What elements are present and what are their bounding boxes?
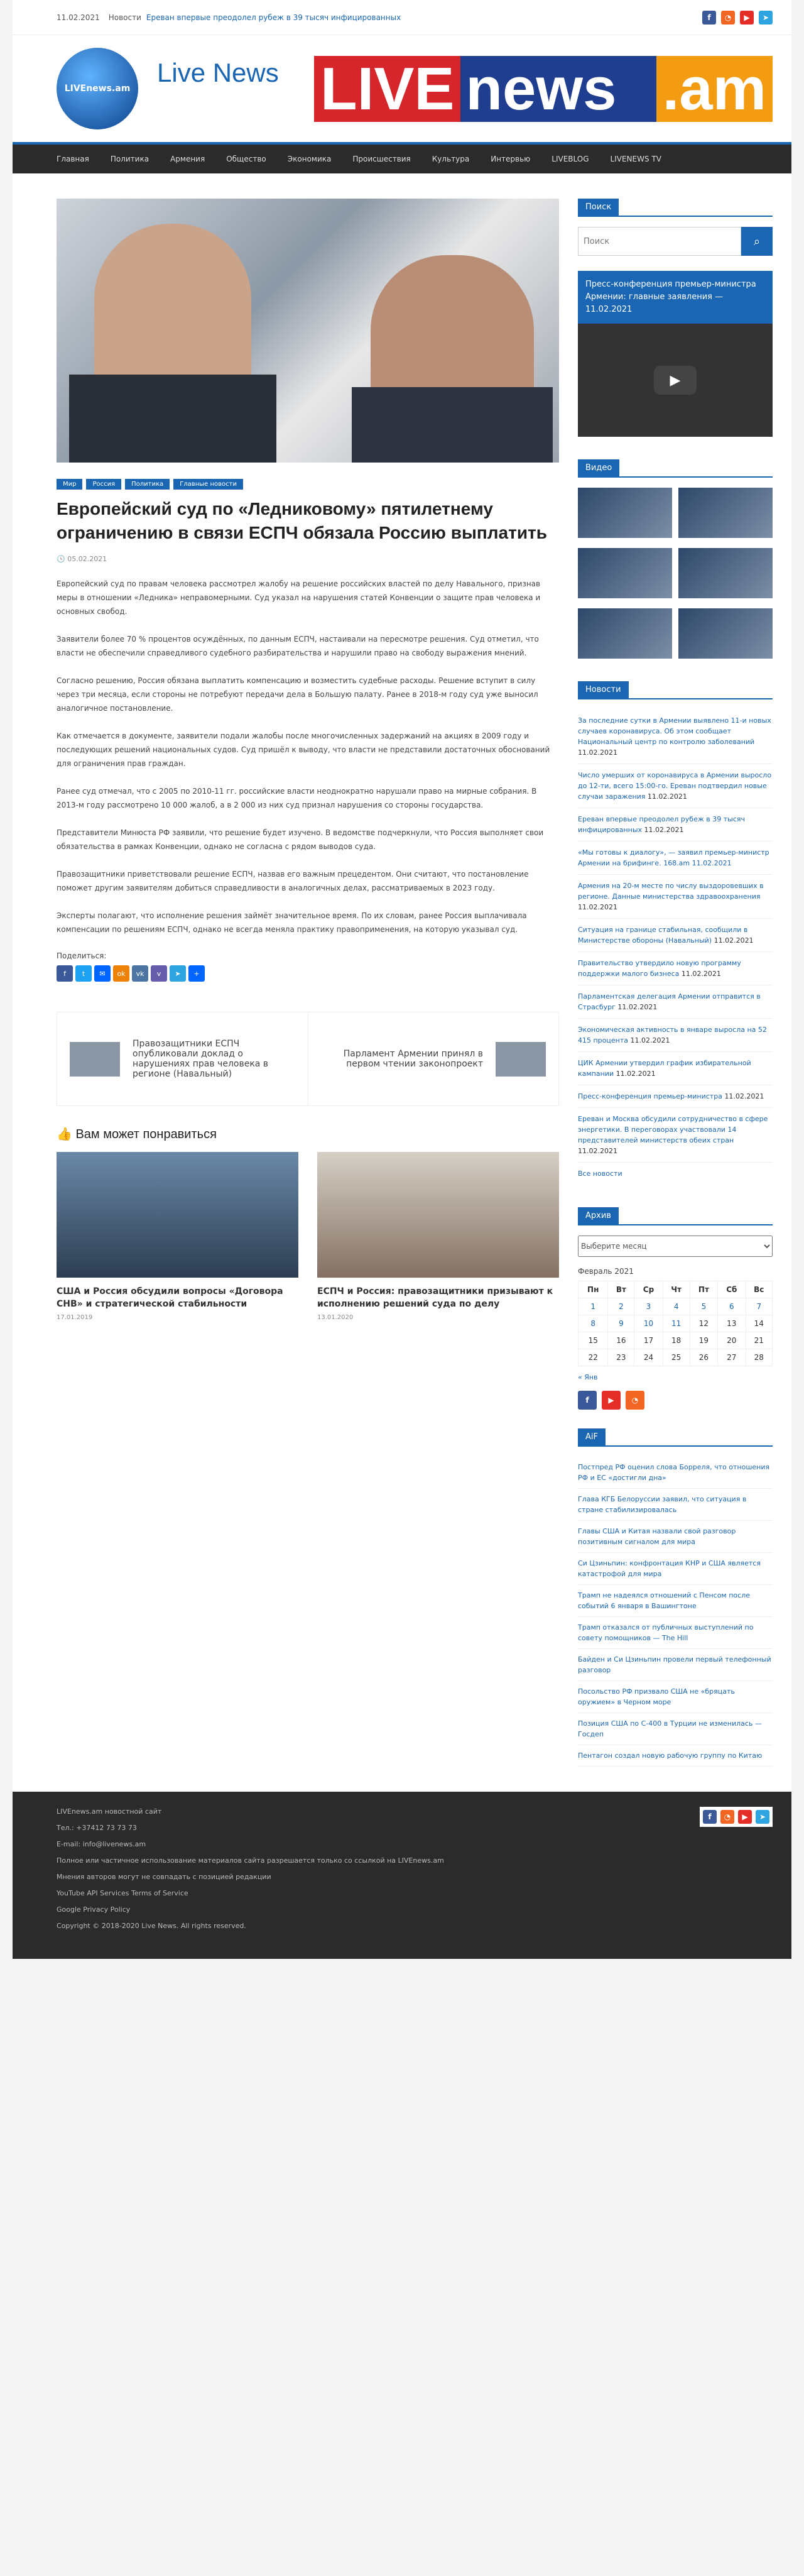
footer-note: Полное или частичное использование материалов сайта разрешается только со ссылкой на LIVEnews.am [57,1856,444,1865]
list-item[interactable]: Армения на 20-м месте по числу выздоровевших в регионе. Данные министерства здравоохранения 11.02.2021 [578,875,773,919]
post-navigation [57,1012,559,1106]
article-paragraph: Правозащитники приветствовали решение ЕСПЧ, назвав его важным прецедентом. Они считают, что постановление поможет другим заявителям добиться справедливости в аналогичных делах, рассматриваемых в 2023 году. [57,870,529,892]
prev-post-thumb [70,1042,120,1077]
site-footer [13,1792,791,1959]
list-item[interactable]: Пресс-конференция премьер-министра 11.02.2021 [578,1085,773,1108]
copyright: Copyright © 2018-2020 Live News. All rights reserved. [57,1922,246,1930]
play-icon[interactable]: ▶ [654,366,697,395]
share-viber-icon[interactable]: v [151,965,167,982]
article-date: 🕓 05.02.2021 [57,555,107,563]
list-item[interactable]: Парламентская делегация Армении отправится в Страсбург 11.02.2021 [578,985,773,1019]
facebook-icon[interactable]: f [702,11,716,25]
nav-item[interactable]: Экономика [287,155,332,163]
share-buttons [57,965,559,982]
article-column [57,199,559,1767]
youtube-terms-link[interactable]: YouTube API Services Terms of Service [57,1889,188,1897]
rss-icon[interactable]: ◔ [720,1810,734,1824]
article-paragraph: Согласно решению, Россия обязана выплатить компенсацию и возместить судебные расходы. Решение вступит в силу через три месяца, если стороны не потребуют передачи дела в Большую палату. Ранее в 2018-м году суд уже выносил аналогичное постановление. [57,676,538,713]
sidebar-social [578,1391,773,1410]
video-thumbnail[interactable] [678,488,773,538]
latest-widget-title [578,681,773,699]
prev-post[interactable] [57,1012,308,1105]
latest-news-list [578,710,773,1185]
nav-item[interactable]: Армения [170,155,205,163]
main-area [13,173,791,1767]
telegram-icon[interactable]: ➤ [756,1810,769,1824]
article-title: Европейский суд по «Ледниковому» пятилетнему ограничению в связи ЕСПЧ обязала Россию выплатить [57,499,547,542]
coat-right [352,387,553,463]
site-header [13,35,791,142]
video-thumbnail[interactable] [678,608,773,659]
video-thumbnail[interactable] [678,548,773,598]
category-tag[interactable]: Политика [125,479,170,490]
list-item[interactable]: Главы США и Китая назвали свой разговор позитивным сигналом для мира [578,1521,773,1553]
nav-item[interactable]: Происшествия [352,155,411,163]
archive-select[interactable] [578,1236,773,1257]
calendar: Февраль 2021 Пн Вт Ср Чт Пт Сб Вс 1 2 3 4 5 6 7 8 9 10 11 12 13 14 15 16 17 18 19 20 21 22 23 24 25 26 27 28 [578,1262,773,1366]
list-item[interactable]: Пентагон создал новую рабочую группу по Китаю [578,1745,773,1767]
related-title-text: Вам может понравиться [75,1127,217,1141]
page [13,0,791,1959]
footer-about: LIVEnews.am новостной сайт [57,1807,162,1816]
top-bar [13,0,791,35]
rss-icon[interactable]: ◔ [721,11,735,25]
footer-email[interactable]: E-mail: info@livenews.am [57,1840,146,1848]
rss-icon[interactable]: ◔ [626,1391,644,1410]
related-card-date: 17.01.2019 [57,1314,93,1321]
share-email-icon[interactable]: ✉ [94,965,111,982]
list-item[interactable]: «Мы готовы к диалогу», — заявил премьер-министр Армении на брифинге. 168.am 11.02.2021 [578,841,773,875]
related-card[interactable] [317,1152,559,1321]
social-links [702,11,773,25]
list-item[interactable]: ЦИК Армении утвердил график избирательной кампании 11.02.2021 [578,1052,773,1085]
video-thumbnail-grid [578,488,773,659]
main-nav [13,142,791,173]
facebook-icon[interactable]: f [703,1810,717,1824]
category-tag[interactable]: Главные новости [173,479,243,490]
site-name[interactable]: Live News [157,58,279,87]
share-telegram-icon[interactable]: ➤ [170,965,186,982]
next-post[interactable] [308,1012,559,1105]
related-image [57,1152,298,1278]
related-card-title[interactable]: США и Россия обсудили вопросы «Договора СНВ» и стратегической стабильности [57,1286,283,1309]
ticker-label: Новости [108,13,141,22]
article-date-text: 05.02.2021 [67,555,107,563]
search-widget-title [578,199,773,217]
calendar-month: Февраль 2021 [578,1267,634,1276]
list-item[interactable]: Позиция США по С-400 в Турции не изменилась — Госдеп [578,1713,773,1745]
list-item[interactable]: Глава КГБ Белоруссии заявил, что ситуация в стране стабилизировалась [578,1489,773,1521]
list-item[interactable]: Ситуация на границе стабильная, сообщили в Министерстве обороны (Навальный) 11.02.2021 [578,919,773,952]
youtube-icon[interactable]: ▶ [740,11,754,25]
list-item[interactable]: Си Цзиньпин: конфронтация КНР и США является катастрофой для мира [578,1553,773,1585]
widget-title-text: Новости [578,681,629,698]
article-paragraph: Ранее суд отмечал, что с 2005 по 2010-11 гг. российские власти неоднократно нарушали право на мирные собрания. В 2013-м году рассмотрено 10 000 жалоб, а в 2 000 из них суд признал нарушения со стороны государства. [57,787,537,809]
more-news-link[interactable]: Все новости [578,1170,622,1178]
privacy-policy-link[interactable]: Google Privacy Policy [57,1905,131,1914]
nav-item[interactable]: Главная [57,155,89,163]
nav-item[interactable]: Политика [110,155,149,163]
aif-widget-title [578,1428,773,1447]
list-item[interactable]: Посольство РФ призвало США не «бряцать оружием» в Черном море [578,1681,773,1713]
next-post-title: Парламент Армении принял в первом чтении законопроект [343,1049,483,1069]
news-ticker[interactable]: Ереван впервые преодолел рубеж в 39 тысяч инфицированных [146,13,401,22]
video-widget-title [578,459,773,478]
footer-phone: Тел.: +37412 73 73 73 [57,1824,137,1832]
banner-am: .am [656,56,773,122]
nav-item[interactable]: Культура [432,155,470,163]
site-logo[interactable]: LIVEnews.am [57,48,138,129]
widget-title-text: AiF [578,1428,606,1445]
article-paragraph: Представители Минюста РФ заявили, что решение будет изучено. В ведомстве подчеркнули, что Россия выполняет свои обязательства в рамках Конвенции, однако не согласна с рядом выводов суда. [57,828,544,851]
article-paragraph: Как отмечается в документе, заявители подали жалобы после многочисленных задержаний на акциях в 2009 году и последующих решений национальных судов. Суд пришёл к выводу, что власти не представили достаточных обоснований для ограничения прав граждан. [57,732,550,768]
article-body [57,577,559,936]
article-categories [57,479,559,490]
video-thumbnail[interactable] [578,608,672,659]
banner-news: news [460,56,656,122]
search-input[interactable] [578,227,741,256]
list-item[interactable]: Трамп отказался от публичных выступлений по совету помощников — The Hill [578,1617,773,1649]
search-button[interactable]: ⌕ [741,227,773,256]
related-image [317,1152,559,1278]
list-item[interactable]: Правительство утвердило новую программу поддержки малого бизнеса 11.02.2021 [578,952,773,985]
footer-social [700,1807,773,1827]
widget-title-text: Поиск [578,199,619,216]
article-paragraph: Европейский суд по правам человека рассмотрел жалобу на решение российских властей по делу Навального, признав меры в отношении «Ледника» неправомерными. Суд указал на нарушения статей Конвенции о защите прав человека и основных свобод. [57,579,541,616]
next-post-thumb [496,1042,546,1077]
list-item[interactable]: Ереван впервые преодолел рубеж в 39 тысяч инфицированных 11.02.2021 [578,808,773,841]
video-thumbnail[interactable] [578,488,672,538]
widget-title-text: Архив [578,1207,619,1224]
footer-note: Мнения авторов могут не совпадать с позицией редакции [57,1873,271,1881]
promo-link[interactable]: Пресс-конференция премьер-министра Армении: главные заявления — 11.02.2021 [578,271,773,324]
related-card-title[interactable]: ЕСПЧ и Россия: правозащитники призывают к исполнению решений суда по делу [317,1286,553,1309]
aif-news-list [578,1457,773,1767]
share-ok-icon[interactable]: ok [113,965,129,982]
nav-item[interactable]: Интервью [491,155,531,163]
current-date: 11.02.2021 [57,13,100,22]
related-card-date: 13.01.2020 [317,1314,354,1321]
nav-item-livenews-tv[interactable]: LIVENEWS TV [610,155,661,163]
list-item[interactable]: Ереван и Москва обсудили сотрудничество в сфере энергетики. В переговорах участвовали 14 представителей министерств обеих стран 11.02.2021 [578,1108,773,1163]
calendar-nav [578,1366,773,1388]
list-item[interactable]: Трамп не надеялся отношений с Пенсом после событий 6 января в Вашингтоне [578,1585,773,1617]
article-hero-image [57,199,559,463]
video-embed[interactable] [578,324,773,437]
related-title: 👍 Вам может понравиться [57,1127,217,1141]
prev-post-title: Правозащитники ЕСПЧ опубликовали доклад о нарушениях прав человека в регионе (Навальный) [133,1039,269,1079]
video-thumbnail[interactable] [578,548,672,598]
archive-widget-title [578,1207,773,1225]
sidebar [578,199,773,1767]
category-tag[interactable]: Россия [86,479,121,490]
list-item[interactable]: Число умерших от коронавируса в Армении выросло до 12-ти, всего 15:00-го. Ереван подтвердил новые случаи заражения 11.02.2021 [578,764,773,808]
share-label: Поделиться: [57,951,107,960]
share-more-icon[interactable]: + [188,965,205,982]
list-item[interactable]: Байден и Си Цзиньпин провели первый телефонный разговор [578,1649,773,1681]
widget-title-text: Видео [578,459,619,476]
youtube-icon[interactable]: ▶ [602,1391,621,1410]
calendar-prev-link[interactable]: « Янв [578,1373,598,1381]
share-twitter-icon[interactable]: t [75,965,92,982]
share-vk-icon[interactable]: vk [132,965,148,982]
list-item[interactable]: Экономическая активность в январе выросла на 52 415 процента 11.02.2021 [578,1019,773,1052]
related-card[interactable] [57,1152,298,1321]
telegram-icon[interactable]: ➤ [759,11,773,25]
list-item[interactable]: Постпред РФ оценил слова Борреля, что отношения РФ и ЕС «достигли дна» [578,1457,773,1489]
nav-item-liveblog[interactable]: LIVEBLOG [551,155,589,163]
share-facebook-icon[interactable]: f [57,965,73,982]
search-form [578,227,773,256]
facebook-icon[interactable]: f [578,1391,597,1410]
category-tag[interactable]: Мир [57,479,82,490]
article-paragraph: Заявители более 70 % процентов осуждённых, по данным ЕСПЧ, настаивали на пересмотре решения. Суд отметил, что власти не обеспечили справедливого судебного разбирательства и нарушили право на свободу выражения мнений. [57,635,539,657]
header-banner[interactable] [314,56,773,122]
article-paragraph: Эксперты полагают, что исполнение решения займёт значительное время. По их словам, ранее Россия выплачивала компенсации по решениям ЕСПЧ, однако не всегда меняла практику правоприменения, на которую указывал суд. [57,911,527,934]
related-posts [57,1152,559,1321]
coat-left [69,375,276,463]
youtube-icon[interactable]: ▶ [738,1810,752,1824]
list-item[interactable]: За последние сутки в Армении выявлено 11-и новых случаев коронавируса. Об этом сообщает Национальный центр по контролю заболеваний 11.02.2021 [578,710,773,764]
nav-item[interactable]: Общество [226,155,266,163]
banner-live: LIVE [314,56,460,122]
